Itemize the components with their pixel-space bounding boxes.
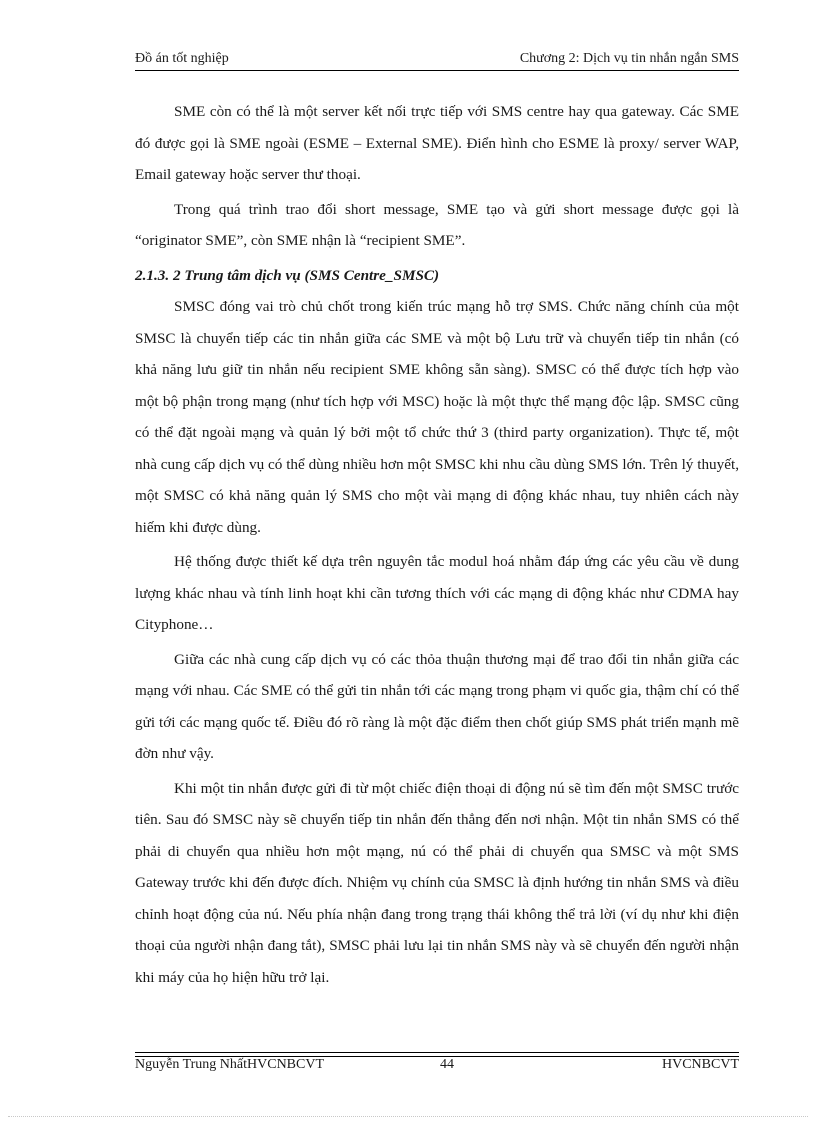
paragraph: Khi một tin nhắn được gửi đi từ một chiếc điện thoại di động nú sẽ tìm đến một SMSC trước tiên. Sau đó SMSC này sẽ chuyển tiếp tin nhắn đến thẳng đến nơi nhận. Một tin nhắn SMS có thể phải di chuyển qua nhiều hơn một mạng, nú có thể phải di chuyển qua SMSC và một SMS Gateway trước khi đến được đích. Nhiệm vụ chính của SMSC là định hướng tin nhắn SMS và điều chỉnh hoạt động của nú. Nếu phía nhận đang trong trạng thái không thể trả lời (ví dụ như khi điện thoại của người nhận đang tắt), SMSC phải lưu lại tin nhắn SMS này và sẽ chuyển đến người nhận khi máy của họ hiện hữu trở lại. — [135, 779, 739, 986]
paragraph: SMSC đóng vai trò chủ chốt trong kiến trúc mạng hỗ trợ SMS. Chức năng chính của một SMSC là chuyển tiếp các tin nhắn giữa các SME và một bộ Lưu trữ và chuyển tiếp tin nhắn (có khả năng lưu giữ tin nhắn nếu recipient SME không sẵn sàng). SMSC có thể được tích hợp vào một bộ phận trong mạng (như tích hợp với MSC) hoặc là một thực thể mạng độc lập. SMSC cũng có thể đặt ngoài mạng và quản lý bởi một tổ chức thứ 3 (third party organization). Thực tế, một nhà cung cấp dịch vụ có thể dùng nhiều hơn một SMSC khi nhu cầu dùng SMS lớn. Trên lý thuyết, một SMSC có khả năng quản lý SMS cho một vài mạng di động khác nhau, tuy nhiên cách này hiếm khi được dùng. — [135, 298, 739, 536]
page-header — [135, 51, 739, 71]
header-divider — [135, 70, 739, 71]
paragraph: Trong quá trình trao đổi short message, SME tạo và gửi short message được gọi là “originator SME”, còn SME nhận là “recipient SME”. — [135, 200, 739, 249]
section-heading: 2.1.3. 2 Trung tâm dịch vụ (SMS Centre_SMSC) — [135, 266, 440, 284]
chapter-title: Chương 2: Dịch vụ tin nhắn ngắn SMS — [519, 51, 739, 66]
page-number: 44 — [440, 1057, 454, 1072]
paragraph: Hệ thống được thiết kế dựa trên nguyên tắc modul hoá nhằm đáp ứng các yêu cầu về dung lượng khác nhau và tính linh hoạt khi cần tương thích với các mạng di động khác như CDMA hay Cityphone… — [135, 553, 739, 633]
paragraph: SME còn có thể là một server kết nối trực tiếp với SMS centre hay qua gateway. Các SME đó được gọi là SME ngoài (ESME – External SME). Điển hình cho ESME là proxy/ server WAP, Email gateway hoặc server thư thoại. — [135, 103, 739, 183]
footer-author: Nguyễn Trung NhấtHVCNBCVT — [135, 1057, 325, 1072]
page-edge-line — [8, 1116, 808, 1117]
footer-institution: HVCNBCVT — [661, 1057, 739, 1072]
paragraph: Giữa các nhà cung cấp dịch vụ có các thỏa thuận thương mại để trao đổi tin nhắn giữa các mạng với nhau. Các SME có thể gửi tin nhắn tới các mạng trong phạm vi quốc gia, thậm chí có thể gửi tới các mạng quốc tế. Điều đó rõ ràng là một đặc điểm then chốt giúp SMS phát triển mạnh mẽ đờn như vậy. — [135, 650, 739, 762]
page-body — [135, 96, 739, 996]
document-title: Đồ án tốt nghiệp — [135, 51, 229, 66]
